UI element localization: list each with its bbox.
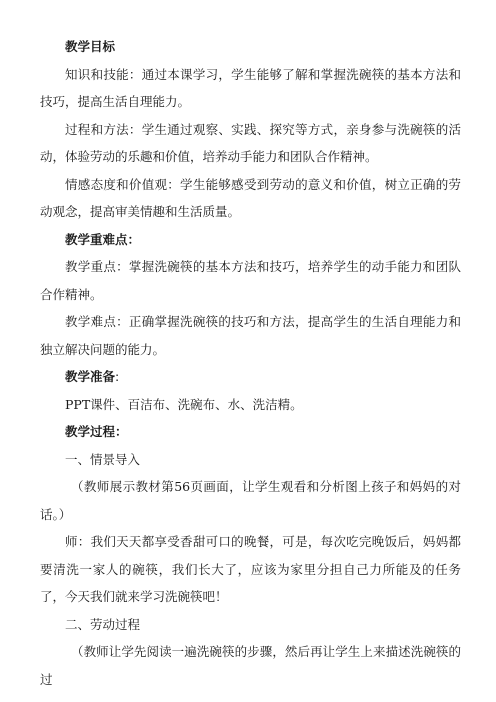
preparation-materials: PPT课件、百洁布、洗碗布、水、洗洁精。: [65, 396, 303, 412]
objective-knowledge: 知识和技能：通过本课学习，学生能够了解和掌握洗碗筷的基本方法和技巧，提高生活自理能力。: [40, 66, 461, 109]
section-1-title: 一、情景导入: [65, 451, 141, 467]
key-points-heading: 教学重难点：: [65, 231, 141, 247]
preparation-heading: 教学准备: [65, 369, 116, 384]
key-point-difficulty: 教学难点：正确掌握洗碗筷的技巧和方法，提高学生的生活自理能力和独立解决问题的能力。: [40, 314, 461, 357]
objectives-heading: 教学目标: [65, 39, 116, 54]
preparation-colon: :: [115, 369, 120, 384]
section-1-teacher-speech: 师：我们天天都享受香甜可口的晚餐，可是，每次吃完晚饭后，妈妈都要清洗一家人的碗筷，我们长大了，应该为家里分担自己力所能及的任务了，今天我们就来学习洗碗筷吧！: [40, 534, 461, 604]
preparation-heading-line: [40, 363, 461, 391]
document-body: [40, 33, 461, 693]
objective-emotion: 情感态度和价值观：学生能够感受到劳动的意义和价值，树立正确的劳动观念，提高审美情趣和生活质量。: [40, 176, 461, 219]
section-1-note: （教师展示教材第56页画面，让学生观看和分析图上孩子和妈妈的对话。）: [40, 479, 461, 522]
section-2-note: （教师让学先阅读一遍洗碗筷的步骤，然后再让学生上来描述洗碗筷的过: [40, 644, 461, 687]
section-2-title: 二、劳动过程: [65, 616, 141, 632]
objective-process: 过程和方法：学生通过观察、实践、探究等方式，亲身参与洗碗筷的活动，体验劳动的乐趣和价值，培养动手能力和团队合作精神。: [40, 121, 461, 164]
procedure-heading: 教学过程：: [65, 424, 128, 439]
key-point-focus: 教学重点：掌握洗碗筷的基本方法和技巧，培养学生的动手能力和团队合作精神。: [40, 259, 461, 302]
